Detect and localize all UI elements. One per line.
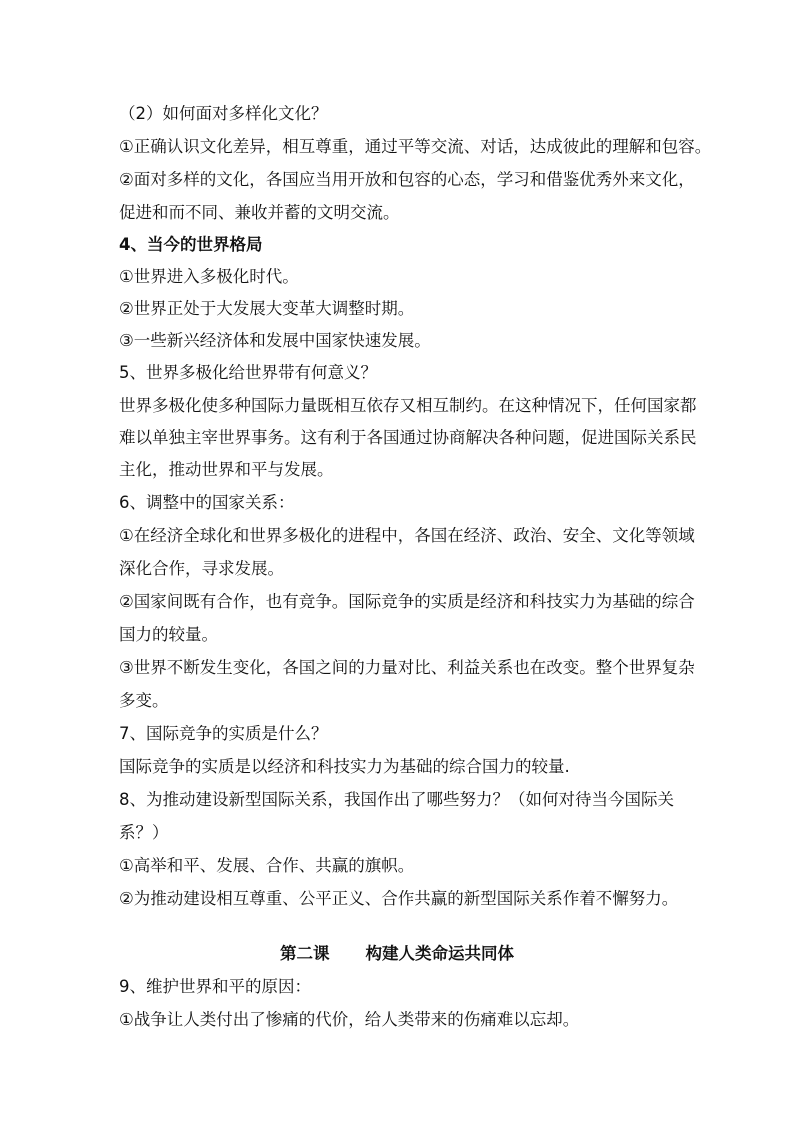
lesson-title: 构建人类命运共同体 <box>365 944 514 963</box>
section-heading: 5、世界多极化给世界带有何意义？ <box>119 363 377 382</box>
text-line: ①战争让人类付出了惨痛的代价，给人类带来的伤痛难以忘却。 <box>119 1010 580 1029</box>
text-line: ③一些新兴经济体和发展中国家快速发展。 <box>119 331 431 350</box>
text-line: 世界多极化使多种国际力量既相互依存又相互制约。在这种情况下，任何国家都 <box>119 396 697 415</box>
text-line: ②国家间既有合作，也有竞争。国际竞争的实质是经济和科技实力为基础的综合 <box>119 592 695 611</box>
text-line: 主化，推动世界和平与发展。 <box>119 460 334 479</box>
text-line: 国力的较量。 <box>119 625 218 644</box>
section-heading: 7、国际竞争的实质是什么？ <box>119 724 328 743</box>
text-line: ②世界正处于大发展大变革大调整时期。 <box>119 299 415 318</box>
section-heading: 6、调整中的国家关系： <box>119 493 295 512</box>
section-heading: 4、当今的世界格局 <box>119 235 263 254</box>
section-heading: 9、维护世界和平的原因： <box>119 977 311 996</box>
section-heading: 8、为推动建设新型国际关系，我国作出了哪些努力？（如何对待当今国际关 <box>119 790 674 809</box>
text-line: 系？） <box>119 823 169 842</box>
lesson-heading <box>0 943 794 965</box>
text-line: ②面对多样的文化，各国应当用开放和包容的心态，学习和借鉴优秀外来文化， <box>119 170 695 189</box>
text-line: ②为推动建设相互尊重、公平正义、合作共赢的新型国际关系作着不懈努力。 <box>119 889 679 908</box>
text-line: ①在经济全球化和世界多极化的进程中，各国在经济、政治、安全、文化等领域 <box>119 526 695 545</box>
lesson-number: 第二课 <box>280 944 330 963</box>
text-line: ①正确认识文化差异，相互尊重，通过平等交流、对话，达成彼此的理解和包容。 <box>119 137 712 156</box>
text-line: ①世界进入多极化时代。 <box>119 267 299 286</box>
text-line: 难以单独主宰世界事务。这有利于各国通过协商解决各种问题，促进国际关系民 <box>119 428 697 447</box>
text-line: 深化合作，寻求发展。 <box>119 559 284 578</box>
text-line: 多变。 <box>119 691 169 710</box>
text-line: 国际竞争的实质是以经济和科技实力为基础的综合国力的较量. <box>119 757 570 776</box>
text-line: ①高举和平、发展、合作、共赢的旗帜。 <box>119 856 415 875</box>
question-heading: （2）如何面对多样化文化？ <box>119 104 328 123</box>
text-line: ③世界不断发生变化，各国之间的力量对比、利益关系也在改变。整个世界复杂 <box>119 658 695 677</box>
text-line: 促进和而不同、兼收并蓄的文明交流。 <box>119 203 400 222</box>
